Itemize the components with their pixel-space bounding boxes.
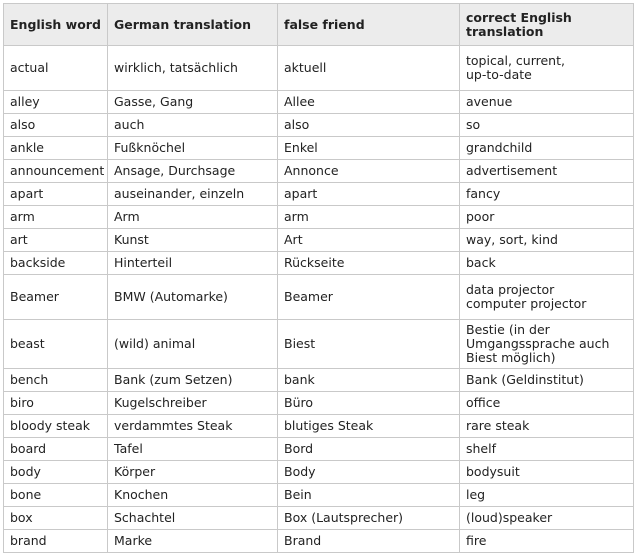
cell-english-word: also: [4, 114, 108, 137]
cell-english-word: Beamer: [4, 275, 108, 320]
table-row: [4, 206, 634, 229]
cell-german-translation: wirklich, tatsächlich: [108, 46, 278, 91]
header-correct-english-translation: correct English translation: [460, 4, 634, 46]
cell-german-translation: Ansage, Durchsage: [108, 160, 278, 183]
table-row: [4, 46, 634, 91]
cell-english-word: ankle: [4, 137, 108, 160]
cell-correct-translation: rare steak: [460, 415, 634, 438]
cell-english-word: biro: [4, 392, 108, 415]
cell-correct-translation: bodysuit: [460, 461, 634, 484]
cell-correct-translation: data projector computer projector: [460, 275, 634, 320]
table-row: [4, 229, 634, 252]
header-false-friend: false friend: [278, 4, 460, 46]
header-german-translation: German translation: [108, 4, 278, 46]
table-row: [4, 183, 634, 206]
cell-false-friend: Rückseite: [278, 252, 460, 275]
cell-german-translation: Tafel: [108, 438, 278, 461]
cell-correct-translation: back: [460, 252, 634, 275]
cell-correct-translation: office: [460, 392, 634, 415]
cell-english-word: beast: [4, 320, 108, 369]
cell-german-translation: Bank (zum Setzen): [108, 369, 278, 392]
cell-german-translation: BMW (Automarke): [108, 275, 278, 320]
cell-correct-translation: way, sort, kind: [460, 229, 634, 252]
cell-false-friend: Art: [278, 229, 460, 252]
cell-german-translation: Arm: [108, 206, 278, 229]
cell-false-friend: Beamer: [278, 275, 460, 320]
cell-correct-translation: fire: [460, 530, 634, 553]
table-header-row: [4, 4, 634, 46]
cell-correct-translation: topical, current, up-to-date: [460, 46, 634, 91]
cell-german-translation: Gasse, Gang: [108, 91, 278, 114]
table-row: [4, 114, 634, 137]
cell-false-friend: aktuell: [278, 46, 460, 91]
cell-false-friend: Enkel: [278, 137, 460, 160]
cell-correct-translation: advertisement: [460, 160, 634, 183]
cell-german-translation: Fußknöchel: [108, 137, 278, 160]
cell-false-friend: Büro: [278, 392, 460, 415]
cell-correct-translation: grandchild: [460, 137, 634, 160]
table-row: [4, 320, 634, 369]
cell-english-word: bloody steak: [4, 415, 108, 438]
header-english-word: English word: [4, 4, 108, 46]
cell-german-translation: verdammtes Steak: [108, 415, 278, 438]
cell-english-word: announcement: [4, 160, 108, 183]
cell-english-word: box: [4, 507, 108, 530]
false-friends-table: [3, 3, 634, 553]
cell-english-word: brand: [4, 530, 108, 553]
table-row: [4, 415, 634, 438]
cell-correct-translation: poor: [460, 206, 634, 229]
cell-english-word: board: [4, 438, 108, 461]
cell-correct-translation: so: [460, 114, 634, 137]
cell-english-word: art: [4, 229, 108, 252]
cell-false-friend: Body: [278, 461, 460, 484]
cell-false-friend: bank: [278, 369, 460, 392]
cell-false-friend: Annonce: [278, 160, 460, 183]
cell-english-word: bench: [4, 369, 108, 392]
cell-german-translation: auseinander, einzeln: [108, 183, 278, 206]
cell-german-translation: (wild) animal: [108, 320, 278, 369]
cell-english-word: body: [4, 461, 108, 484]
cell-false-friend: apart: [278, 183, 460, 206]
cell-german-translation: Kugelschreiber: [108, 392, 278, 415]
cell-german-translation: Kunst: [108, 229, 278, 252]
cell-false-friend: Bein: [278, 484, 460, 507]
cell-false-friend: Allee: [278, 91, 460, 114]
cell-false-friend: Brand: [278, 530, 460, 553]
table-row: [4, 91, 634, 114]
cell-correct-translation: Bestie (in der Umgangssprache auch Biest möglich): [460, 320, 634, 369]
cell-english-word: apart: [4, 183, 108, 206]
cell-english-word: bone: [4, 484, 108, 507]
table-row: [4, 252, 634, 275]
table-row: [4, 275, 634, 320]
table-row: [4, 160, 634, 183]
cell-correct-translation: shelf: [460, 438, 634, 461]
cell-correct-translation: leg: [460, 484, 634, 507]
cell-false-friend: also: [278, 114, 460, 137]
cell-english-word: alley: [4, 91, 108, 114]
table-row: [4, 484, 634, 507]
table-row: [4, 392, 634, 415]
table-row: [4, 137, 634, 160]
cell-german-translation: Körper: [108, 461, 278, 484]
table-row: [4, 530, 634, 553]
cell-english-word: backside: [4, 252, 108, 275]
cell-correct-translation: avenue: [460, 91, 634, 114]
cell-german-translation: Schachtel: [108, 507, 278, 530]
false-friends-table-container: [3, 3, 633, 553]
table-row: [4, 369, 634, 392]
cell-german-translation: auch: [108, 114, 278, 137]
cell-false-friend: arm: [278, 206, 460, 229]
table-row: [4, 507, 634, 530]
cell-false-friend: blutiges Steak: [278, 415, 460, 438]
cell-correct-translation: Bank (Geldinstitut): [460, 369, 634, 392]
cell-false-friend: Box (Lautsprecher): [278, 507, 460, 530]
table-row: [4, 461, 634, 484]
cell-false-friend: Bord: [278, 438, 460, 461]
cell-false-friend: Biest: [278, 320, 460, 369]
cell-correct-translation: fancy: [460, 183, 634, 206]
cell-german-translation: Marke: [108, 530, 278, 553]
table-row: [4, 438, 634, 461]
cell-german-translation: Hinterteil: [108, 252, 278, 275]
cell-german-translation: Knochen: [108, 484, 278, 507]
cell-english-word: actual: [4, 46, 108, 91]
cell-english-word: arm: [4, 206, 108, 229]
cell-correct-translation: (loud)speaker: [460, 507, 634, 530]
